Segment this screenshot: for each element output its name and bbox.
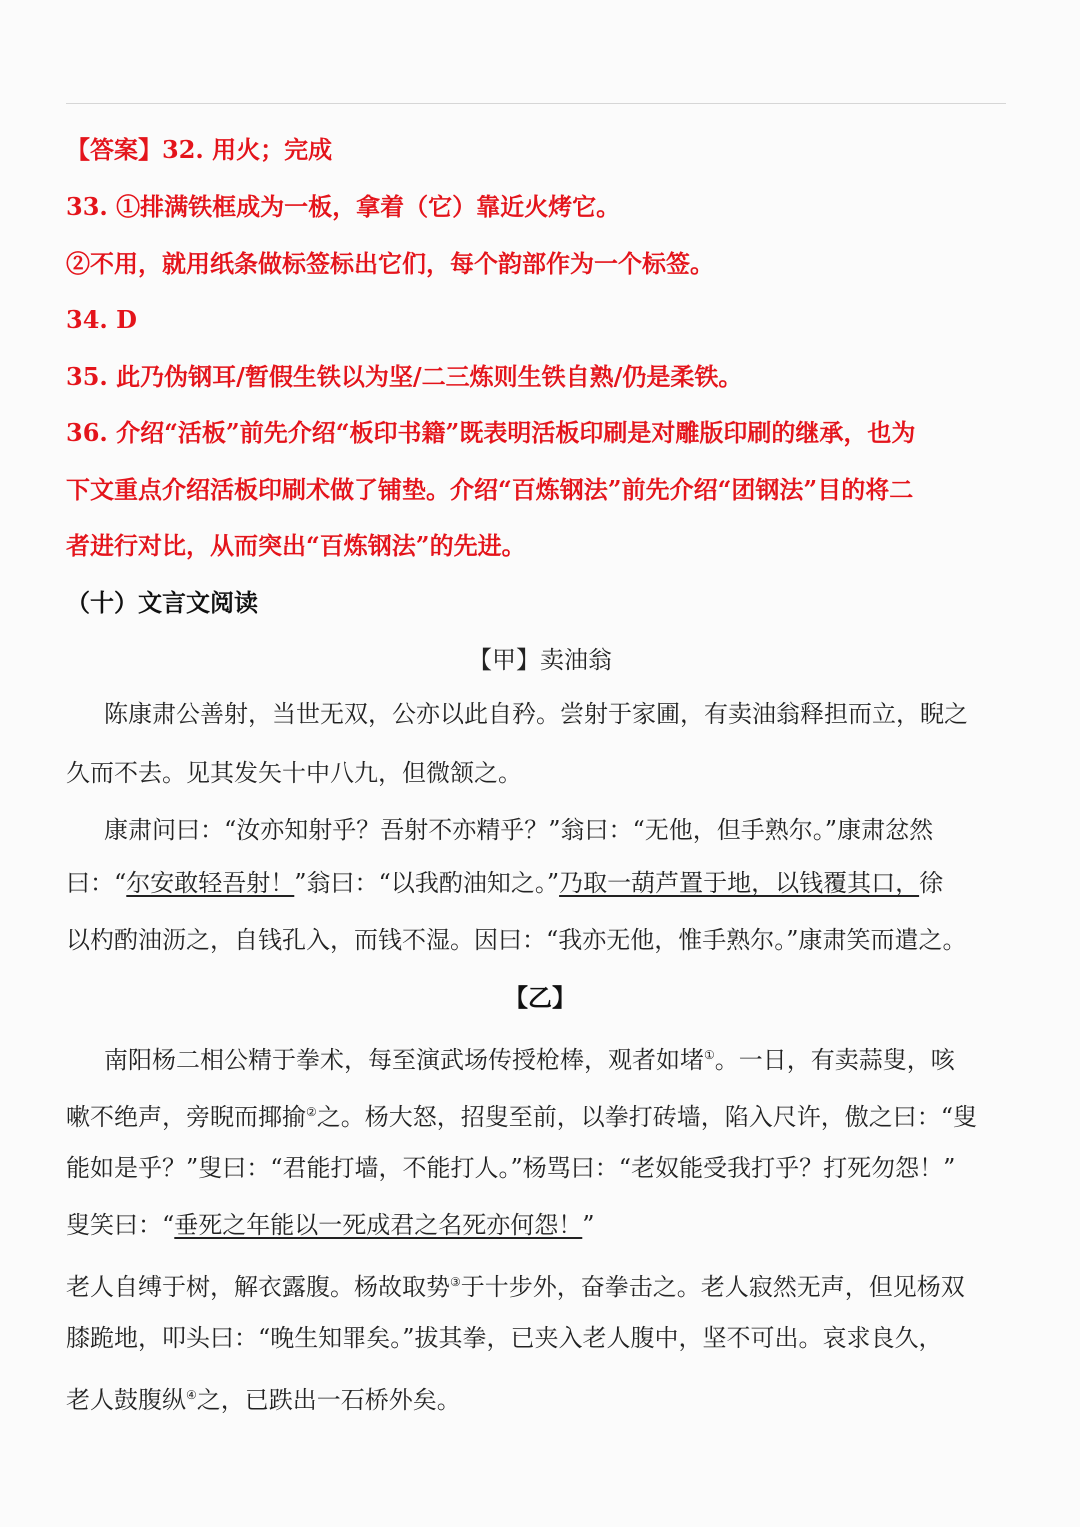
answer-line-36-b: 下文重点介绍活板印刷术做了铺垫。介绍“百炼钢法”前先介绍“团钢法”目的将二 <box>66 475 914 504</box>
passage-yi-title: 【乙】 <box>504 983 576 1012</box>
yi-paragraph-2-line-2: 膝跪地，叩头曰：“晚生知罪矣。”拔其拳，已夹入老人腹中，坚不可出。哀求良久， <box>66 1324 943 1352</box>
answer-line-35: 35. 此乃伪钢耳/暂假生铁以为坚/二三炼则生铁自熟/仍是柔铁。 <box>66 362 743 391</box>
yi-text: 于十步外，奋拳击之。老人寂然无声，但见杨双 <box>460 1273 965 1301</box>
yi-text: 叟笑曰：“ <box>66 1211 175 1239</box>
jia-text: ”翁曰：“以我酌油知之。” <box>294 869 560 897</box>
answer-line-34: 34. D <box>66 305 137 334</box>
jia-text: 曰：“ <box>66 869 127 897</box>
yi-paragraph-1-line-1 <box>104 1039 1019 1076</box>
jia-paragraph-2-line-1: 康肃问曰：“汝亦知射乎？吾射不亦精乎？”翁曰：“无他，但手熟尔。”康肃忿然 <box>104 816 934 844</box>
section-title: （十）文言文阅读 <box>66 588 258 617</box>
yi-paragraph-2-line-1 <box>66 1266 1016 1303</box>
jia-text: 徐 <box>919 869 944 897</box>
underlined-sentence-1: 尔安敢轻吾射！ <box>126 869 295 897</box>
underlined-sentence-2: 乃取一葫芦置于地，以钱覆其口， <box>559 869 920 897</box>
yi-paragraph-1-line-4 <box>66 1209 1016 1241</box>
footnote-marker: ② <box>306 1105 317 1119</box>
jia-paragraph-2-line-2 <box>66 867 1016 899</box>
answer-line-33-2: ②不用，就用纸条做标签标出它们，每个韵部作为一个标签。 <box>66 249 714 278</box>
yi-text: 之，已跌出一石桥外矣。 <box>196 1386 461 1414</box>
yi-text: ” <box>582 1211 595 1239</box>
yi-text: 嗽不绝声，旁睨而揶揄 <box>66 1103 306 1131</box>
answer-line-36-c: 者进行对比，从而突出“百炼钢法”的先进。 <box>66 531 526 560</box>
yi-text: 。一日，有卖蒜叟，咳 <box>714 1046 955 1074</box>
yi-text: 老人鼓腹纵 <box>66 1386 186 1414</box>
yi-paragraph-1-line-2 <box>66 1096 1016 1133</box>
answer-line-33-1: 33. ①排满铁框成为一板，拿着（它）靠近火烤它。 <box>66 192 621 221</box>
jia-paragraph-2-line-3: 以杓酌油沥之，自钱孔入，而钱不湿。因曰：“我亦无他，惟手熟尔。”康肃笑而遣之。 <box>66 926 967 954</box>
answer-line-32: 【答案】32. 用火；完成 <box>66 135 333 164</box>
footnote-marker: ③ <box>450 1275 461 1289</box>
jia-paragraph-1-line-1: 陈康肃公善射，当世无双，公亦以此自矜。尝射于家圃，有卖油翁释担而立，睨之 <box>104 700 968 728</box>
footnote-marker: ④ <box>186 1388 197 1402</box>
underlined-sentence-3: 垂死之年能以一死成君之名死亦何怨！ <box>174 1211 583 1239</box>
yi-paragraph-1-line-3: 能如是乎？”叟曰：“君能打墙，不能打人。”杨骂曰：“老奴能受我打乎？打死勿怨！” <box>66 1154 956 1182</box>
yi-text: 老人自缚于树，解衣露腹。杨故取势 <box>66 1273 450 1301</box>
header-divider <box>66 103 1006 104</box>
yi-paragraph-2-line-3 <box>66 1379 1016 1416</box>
answer-line-36-a: 36. 介绍“活板”前先介绍“板印书籍”既表明活板印刷是对雕版印刷的继承，也为 <box>66 418 916 447</box>
yi-text: 南阳杨二相公精于拳术，每至演武场传授枪棒，观者如堵 <box>104 1046 704 1074</box>
footnote-marker: ① <box>704 1048 715 1062</box>
passage-jia-title: 【甲】卖油翁 <box>468 646 612 674</box>
yi-text: 之。杨大怒，招叟至前，以拳打砖墙，陷入尺许，傲之曰：“叟 <box>316 1103 978 1131</box>
jia-paragraph-1-line-2: 久而不去。见其发矢十中八九，但微颔之。 <box>66 759 522 787</box>
